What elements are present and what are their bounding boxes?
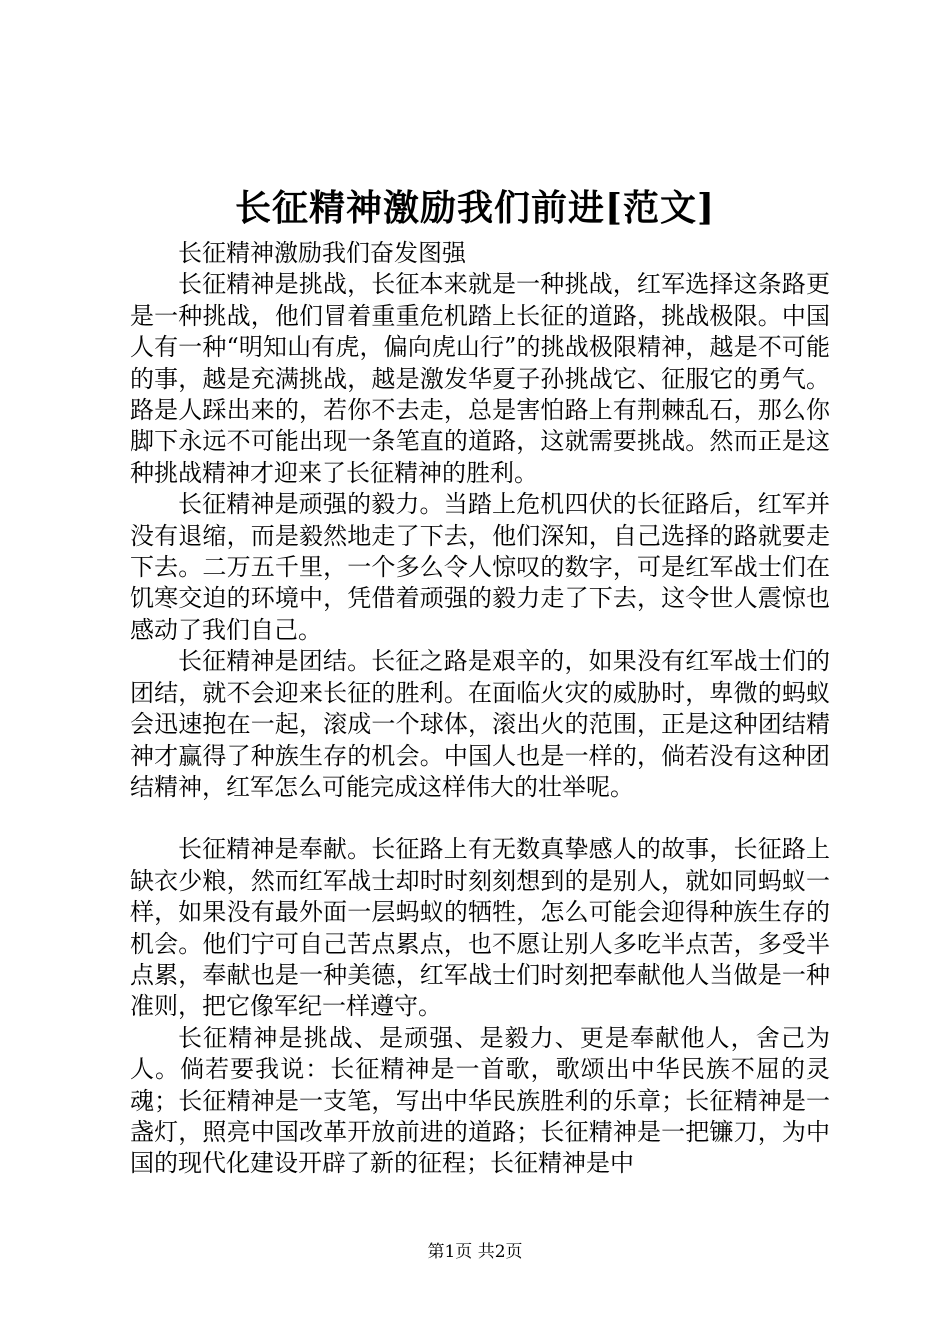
body-paragraph: 长征精神是奉献。长征路上有无数真挚感人的故事，长征路上缺衣少粮，然而红军战士却时时刻刻想到的是别人，就如同蚂蚁一样，如果没有最外面一层蚂蚁的牺牲，怎么可能会迎得种族生存的机会。他们宁可自己苦点累点，也不愿让别人多吃半点苦，多受半点累，奉献也是一种美德，红军战士们时刻把奉献他人当做是一种准则，把它像军纪一样遵守。 (130, 835, 830, 1021)
body-paragraph: 长征精神是挑战，长征本来就是一种挑战，红军选择这条路更是一种挑战，他们冒着重重危机踏上长征的道路，挑战极限。中国人有一种“明知山有虎，偏向虎山行”的挑战极限精神，越是不可能的事，越是充满挑战，越是激发华夏子孙挑战它、征服它的勇气。路是人踩出来的，若你不去走，总是害怕路上有荆棘乱石，那么你脚下永远不可能出现一条笔直的道路，这就需要挑战。然而正是这种挑战精神才迎来了长征精神的胜利。 (130, 270, 830, 487)
document-title: 长征精神激励我们前进[范文] (234, 187, 716, 229)
document-body (130, 238, 830, 1180)
subtitle-paragraph: 长征精神激励我们奋发图强 (178, 239, 466, 267)
body-paragraph: 长征精神是顽强的毅力。当踏上危机四伏的长征路后，红军并没有退缩，而是毅然地走了下去，他们深知，自己选择的路就要走下去。二万五千里，一个多么令人惊叹的数字，可是红军战士们在饥寒交迫的环境中，凭借着顽强的毅力走了下去，这令世人震惊也感动了我们自己。 (130, 490, 830, 644)
body-paragraph: 长征精神是挑战、是顽强、是毅力、更是奉献他人，舍己为人。倘若要我说：长征精神是一首歌，歌颂出中华民族不屈的灵魂；长征精神是一支笔，写出中华民族胜利的乐章；长征精神是一盏灯，照亮中国改革开放前进的道路；长征精神是一把镰刀，为中国的现代化建设开辟了新的征程；长征精神是中 (130, 1023, 830, 1178)
page-footer: 第1页 共2页 (427, 1242, 523, 1262)
body-paragraph: 长征精神是团结。长征之路是艰辛的，如果没有红军战士们的团结，就不会迎来长征的胜利。在面临火灾的威胁时，卑微的蚂蚁会迅速抱在一起，滚成一个球体，滚出火的范围，正是这种团结精神才赢得了种族生存的机会。中国人也是一样的，倘若没有这种团结精神，红军怎么可能完成这样伟大的壮举呢。 (130, 647, 830, 801)
